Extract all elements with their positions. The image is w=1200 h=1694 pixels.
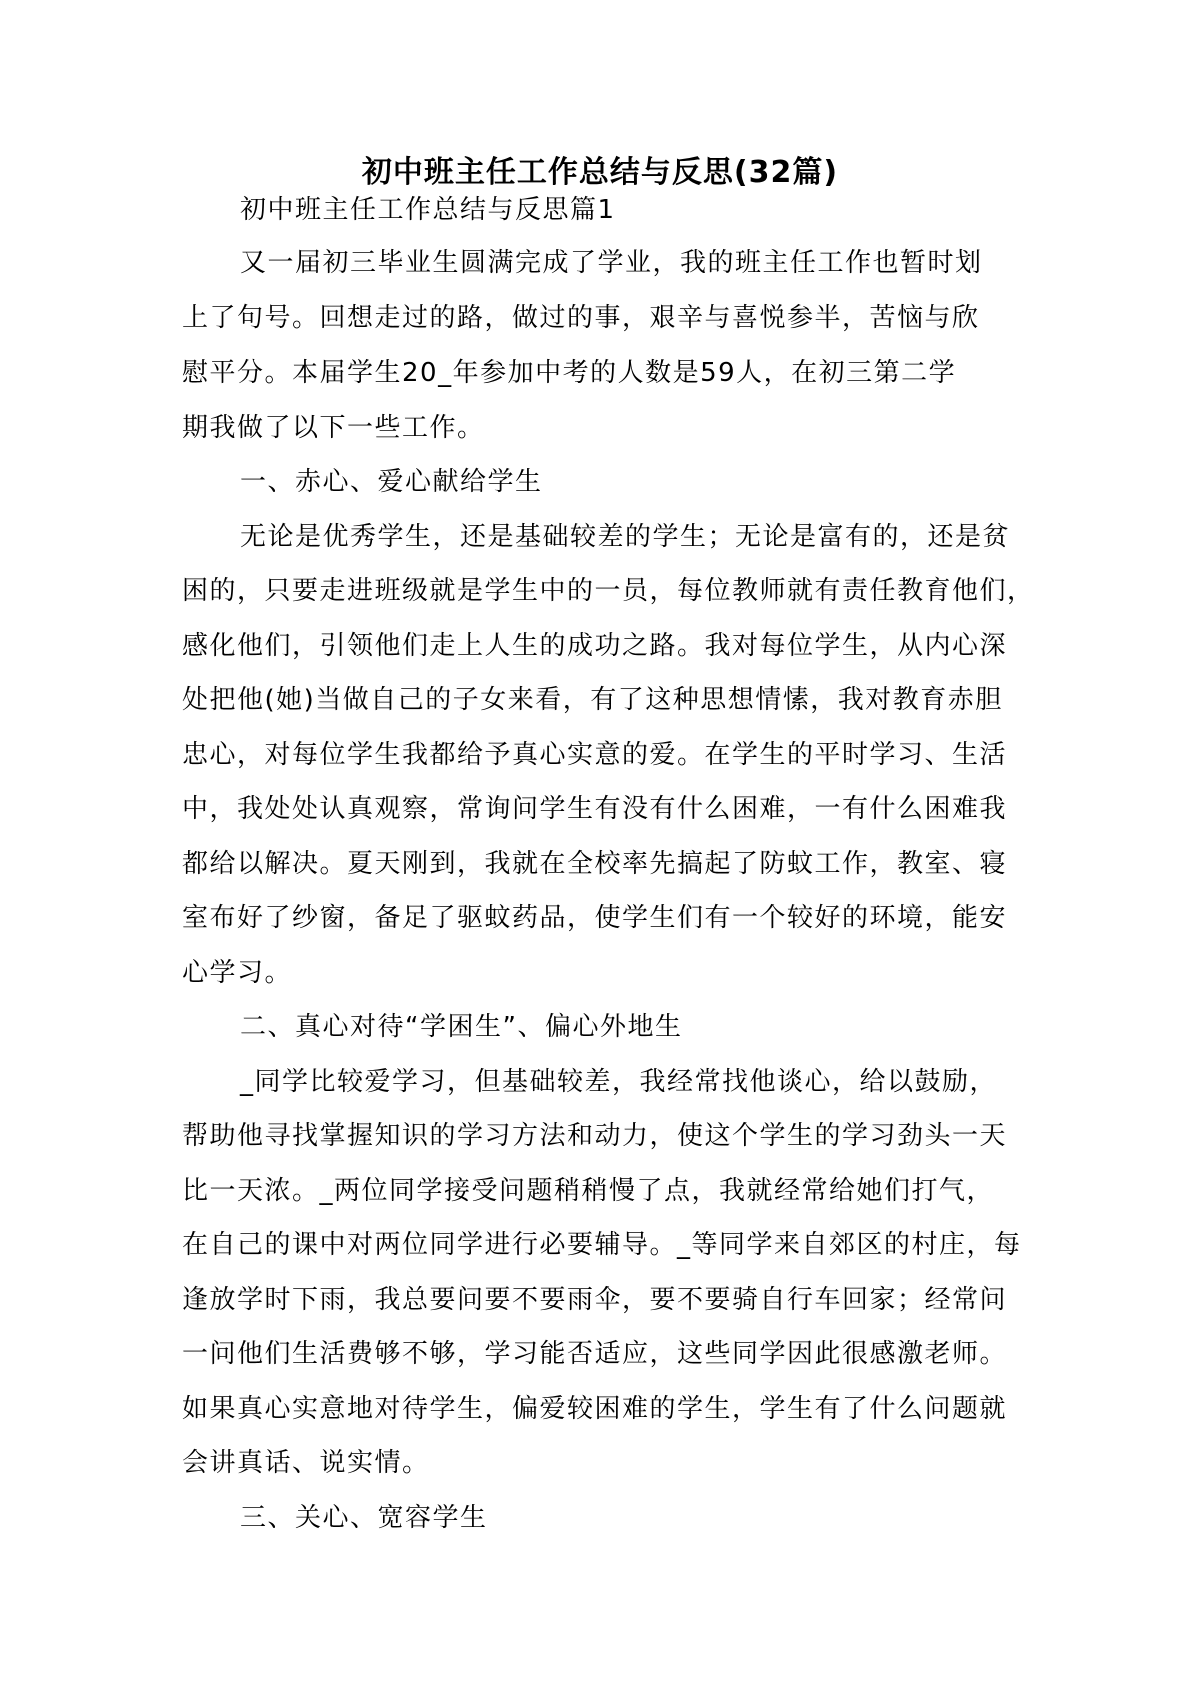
paragraph-line: 期我做了以下一些工作。 xyxy=(182,413,485,443)
paragraph-line: 会讲真话、说实情。 xyxy=(182,1448,430,1478)
paragraph-line: 忠心，对每位学生我都给予真心实意的爱。在学生的平时学习、生活 xyxy=(182,740,1008,770)
paragraph-line: 如果真心实意地对待学生，偏爱较困难的学生，学生有了什么问题就 xyxy=(182,1394,1008,1424)
section-heading: 初中班主任工作总结与反思篇1 xyxy=(240,195,616,225)
paragraph-line: _同学比较爱学习，但基础较差，我经常找他谈心，给以鼓励， xyxy=(240,1067,998,1097)
paragraph-line: 帮助他寻找掌握知识的学习方法和动力，使这个学生的学习劲头一天 xyxy=(182,1121,1008,1151)
section-heading: 三、关心、宽容学生 xyxy=(240,1503,488,1533)
paragraph-line: 又一届初三毕业生圆满完成了学业，我的班主任工作也暂时划 xyxy=(240,248,983,278)
paragraph-line: 处把他(她)当做自己的子女来看，有了这种思想情愫，我对教育赤胆 xyxy=(182,685,1003,715)
paragraph-line: 逢放学时下雨，我总要问要不要雨伞，要不要骑自行车回家；经常问 xyxy=(182,1285,1008,1315)
paragraph-line: 上了句号。回想走过的路，做过的事，艰辛与喜悦参半，苦恼与欣 xyxy=(182,303,980,333)
section-heading: 二、真心对待“学困生”、偏心外地生 xyxy=(240,1012,683,1042)
paragraph-line: 一问他们生活费够不够，学习能否适应，这些同学因此很感激老师。 xyxy=(182,1339,1008,1369)
section-heading: 一、赤心、爱心献给学生 xyxy=(240,467,543,497)
paragraph-line: 心学习。 xyxy=(182,958,293,988)
paragraph-line: 无论是优秀学生，还是基础较差的学生；无论是富有的，还是贫 xyxy=(240,522,1011,552)
paragraph-line: 困的，只要走进班级就是学生中的一员，每位教师就有责任教育他们， xyxy=(182,576,1035,606)
paragraph-line: 都给以解决。夏天刚到，我就在全校率先搞起了防蚊工作，教室、寝 xyxy=(182,849,1008,879)
paragraph-line: 感化他们，引领他们走上人生的成功之路。我对每位学生，从内心深 xyxy=(182,631,1008,661)
paragraph-line: 室布好了纱窗，备足了驱蚊药品，使学生们有一个较好的环境，能安 xyxy=(182,903,1008,933)
paragraph-line: 中，我处处认真观察，常询问学生有没有什么困难，一有什么困难我 xyxy=(182,794,1008,824)
document-title: 初中班主任工作总结与反思(32篇) xyxy=(361,155,839,190)
paragraph-line: 在自己的课中对两位同学进行必要辅导。_等同学来自郊区的村庄，每 xyxy=(182,1230,1022,1260)
paragraph-line: 慰平分。本届学生20_年参加中考的人数是59人，在初三第二学 xyxy=(182,358,957,388)
paragraph-line: 比一天浓。_两位同学接受问题稍稍慢了点，我就经常给她们打气， xyxy=(182,1176,995,1206)
